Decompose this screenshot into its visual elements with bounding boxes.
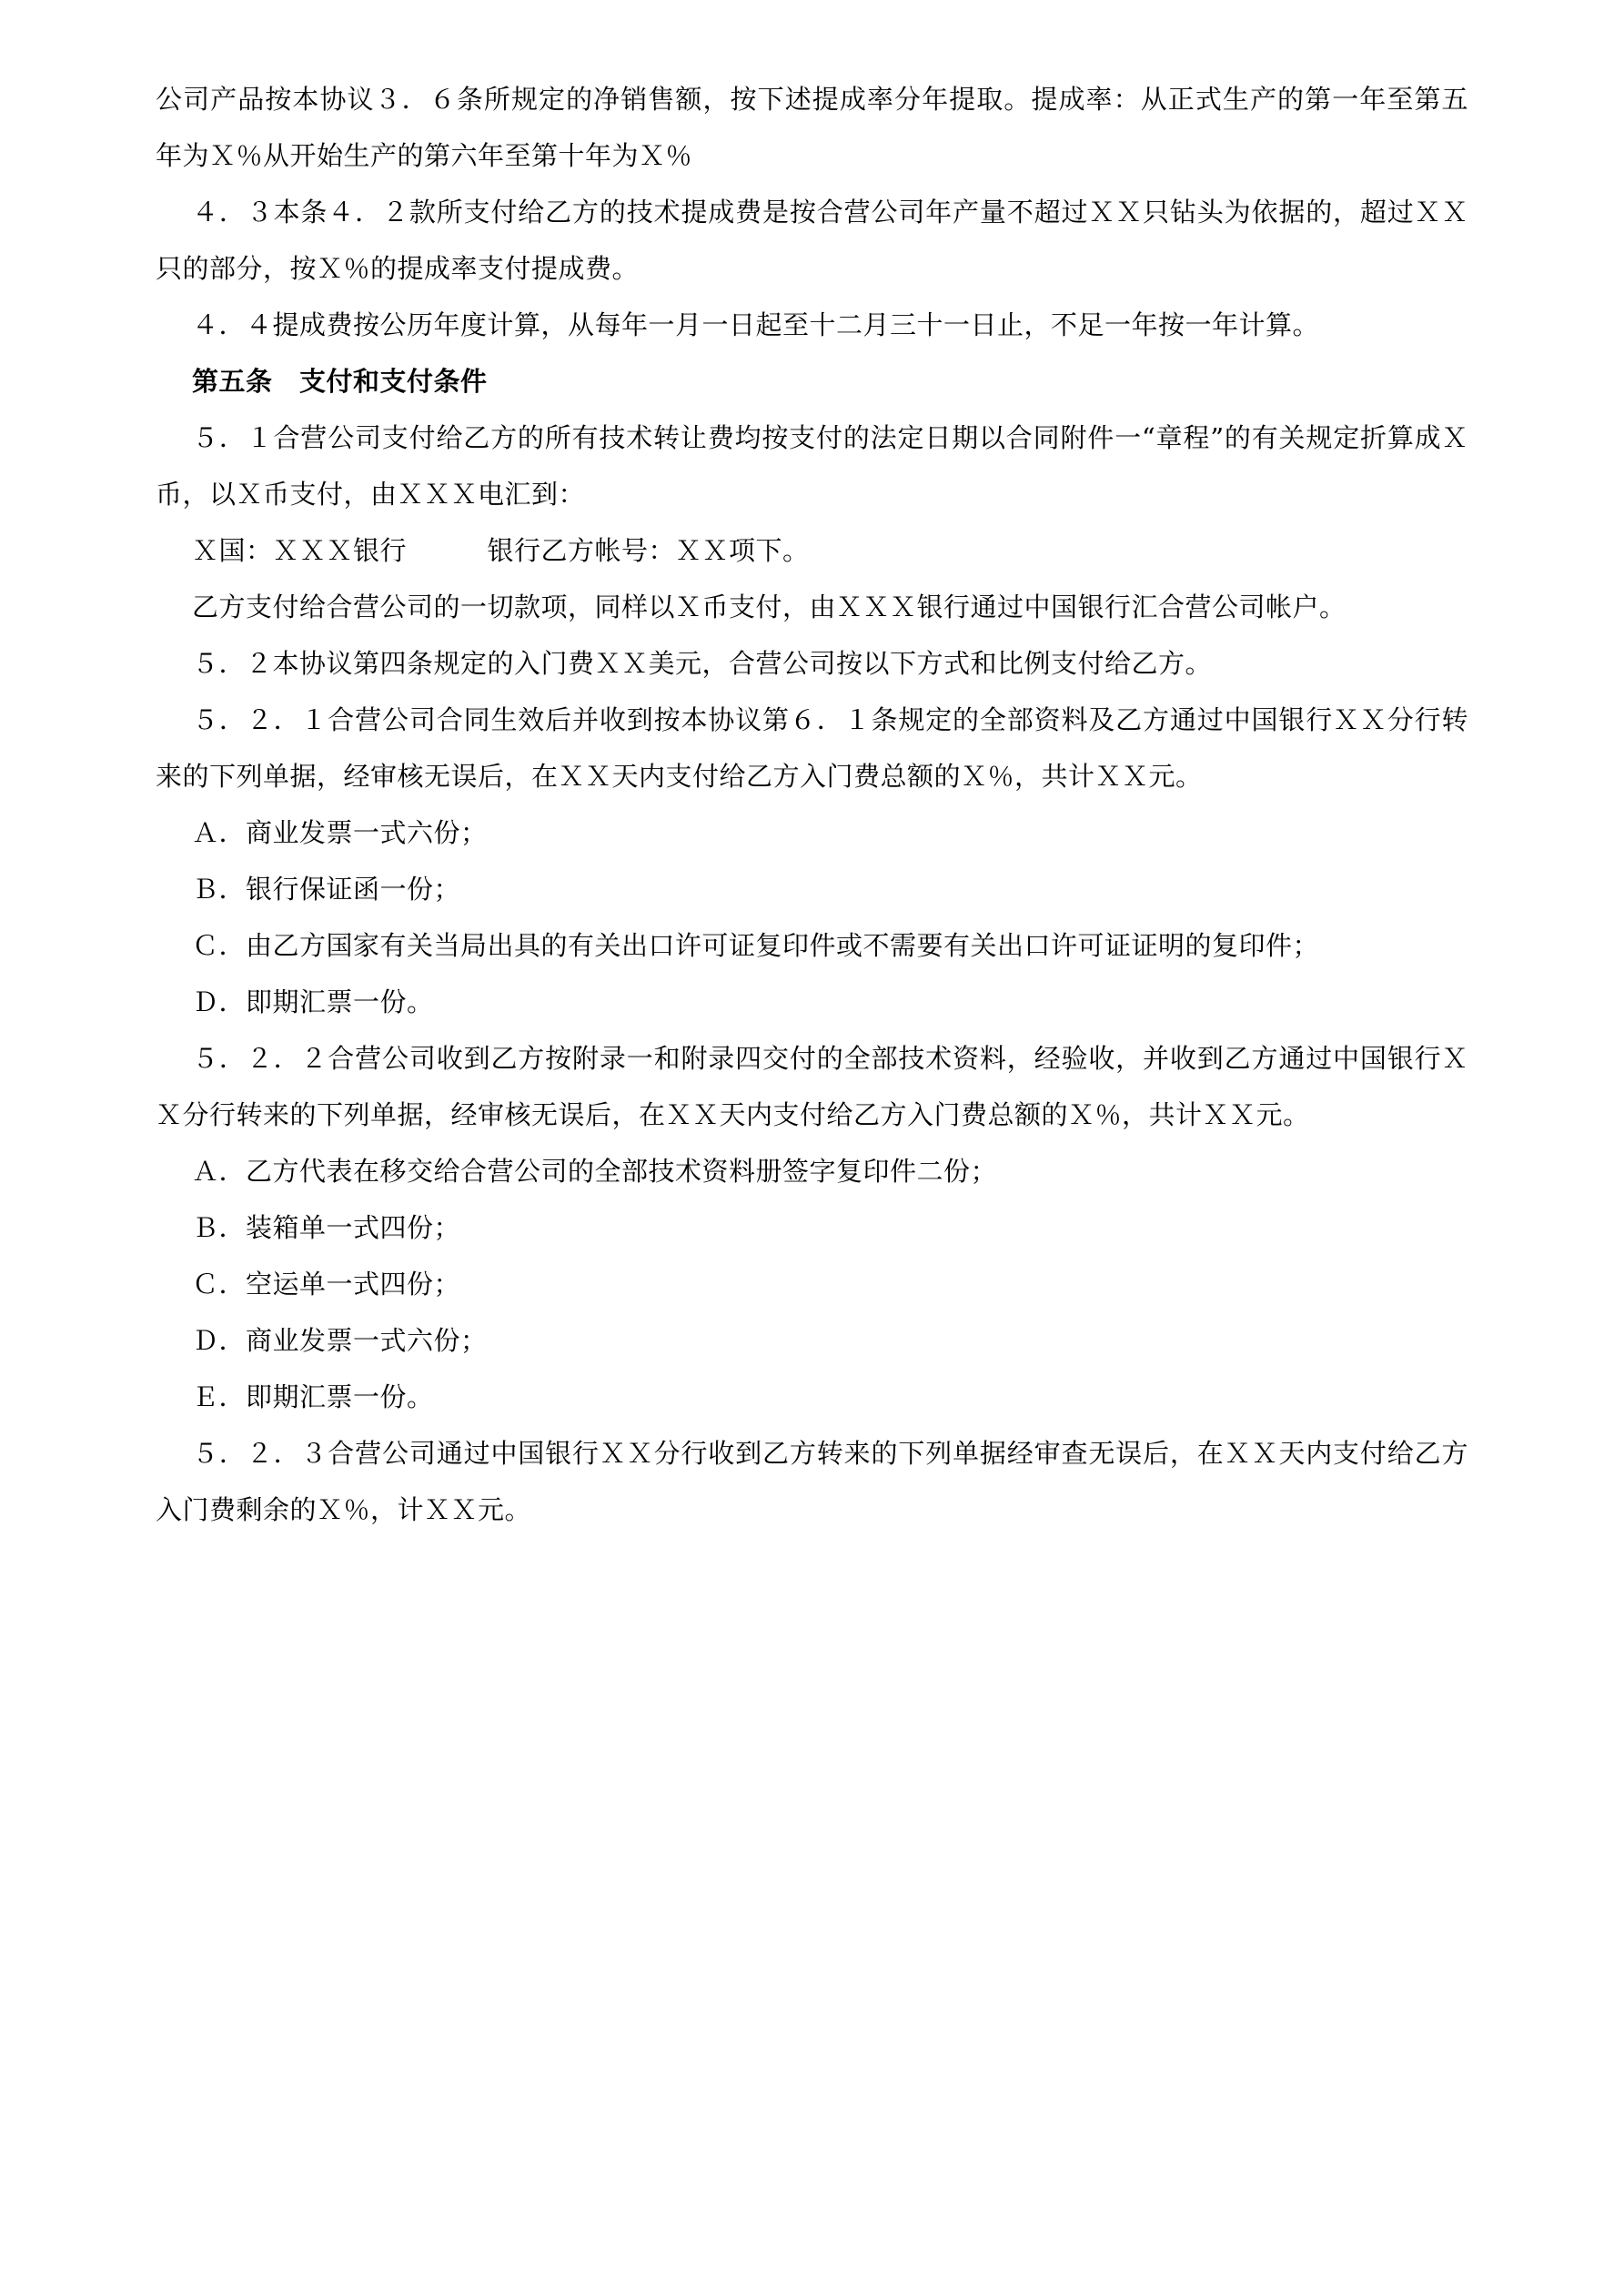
paragraph: ５．２．３合营公司通过中国银行ＸＸ分行收到乙方转来的下列单据经审查无误后，在ＸＸ天内支付给乙方入门费剩余的Ｘ％，计ＸＸ元。 — [156, 1438, 1468, 1525]
paragraph: Ｂ．装箱单一式四份； — [192, 1212, 461, 1243]
paragraph: Ｄ．商业发票一式六份； — [192, 1325, 488, 1356]
paragraph: Ｄ．即期汇票一份。 — [192, 986, 434, 1017]
paragraph: 公司产品按本协议３．６条所规定的净销售额，按下述提成率分年提取。提成率：从正式生产的第一年至第五年为Ｘ％从开始生产的第六年至第十年为Ｘ％ — [156, 84, 1468, 171]
paragraph: ５．２本协议第四条规定的入门费ＸＸ美元，合营公司按以下方式和比例支付给乙方。 — [192, 648, 1213, 679]
paragraph: ５．１合营公司支付给乙方的所有技术转让费均按支付的法定日期以合同附件一“章程”的有关规定折算成Ｘ币，以Ｘ币支付，由ＸＸＸ电汇到： — [156, 422, 1468, 510]
paragraph: Ｅ．即期汇票一份。 — [192, 1381, 434, 1412]
paragraph: Ｃ．由乙方国家有关当局出具的有关出口许可证复印件或不需要有关出口许可证证明的复印件； — [192, 930, 1320, 961]
paragraph: Ａ．乙方代表在移交给合营公司的全部技术资料册签字复印件二份； — [192, 1156, 998, 1187]
paragraph: ５．２．１合营公司合同生效后并收到按本协议第６．１条规定的全部资料及乙方通过中国银行ＸＸ分行转来的下列单据，经审核无误后，在ＸＸ天内支付给乙方入门费总额的Ｘ％，共计ＸＸ元。 — [156, 704, 1468, 792]
paragraph: ４．３本条４．２款所支付给乙方的技术提成费是按合营公司年产量不超过ＸＸ只钻头为依据的，超过ＸＸ只的部分，按Ｘ％的提成率支付提成费。 — [156, 197, 1468, 284]
section-heading: 第五条 支付和支付条件 — [192, 366, 488, 397]
paragraph: ５．２．２合营公司收到乙方按附录一和附录四交付的全部技术资料，经验收，并收到乙方通过中国银行ＸＸ分行转来的下列单据，经审核无误后，在ＸＸ天内支付给乙方入门费总额的Ｘ％，共计ＸＸ元。 — [156, 1043, 1468, 1130]
document-body — [156, 71, 1468, 1538]
paragraph: 乙方支付给合营公司的一切款项，同样以Ｘ币支付，由ＸＸＸ银行通过中国银行汇合营公司帐户。 — [192, 592, 1347, 622]
paragraph: Ｃ．空运单一式四份； — [192, 1269, 461, 1300]
paragraph: Ａ．商业发票一式六份； — [192, 817, 488, 848]
paragraph: ４．４提成费按公历年度计算，从每年一月一日起至十二月三十一日止，不足一年按一年计算。 — [192, 309, 1320, 340]
paragraph: Ｘ国：ＸＸＸ银行 银行乙方帐号：ＸＸ项下。 — [192, 535, 810, 566]
paragraph: Ｂ．银行保证函一份； — [192, 874, 461, 905]
